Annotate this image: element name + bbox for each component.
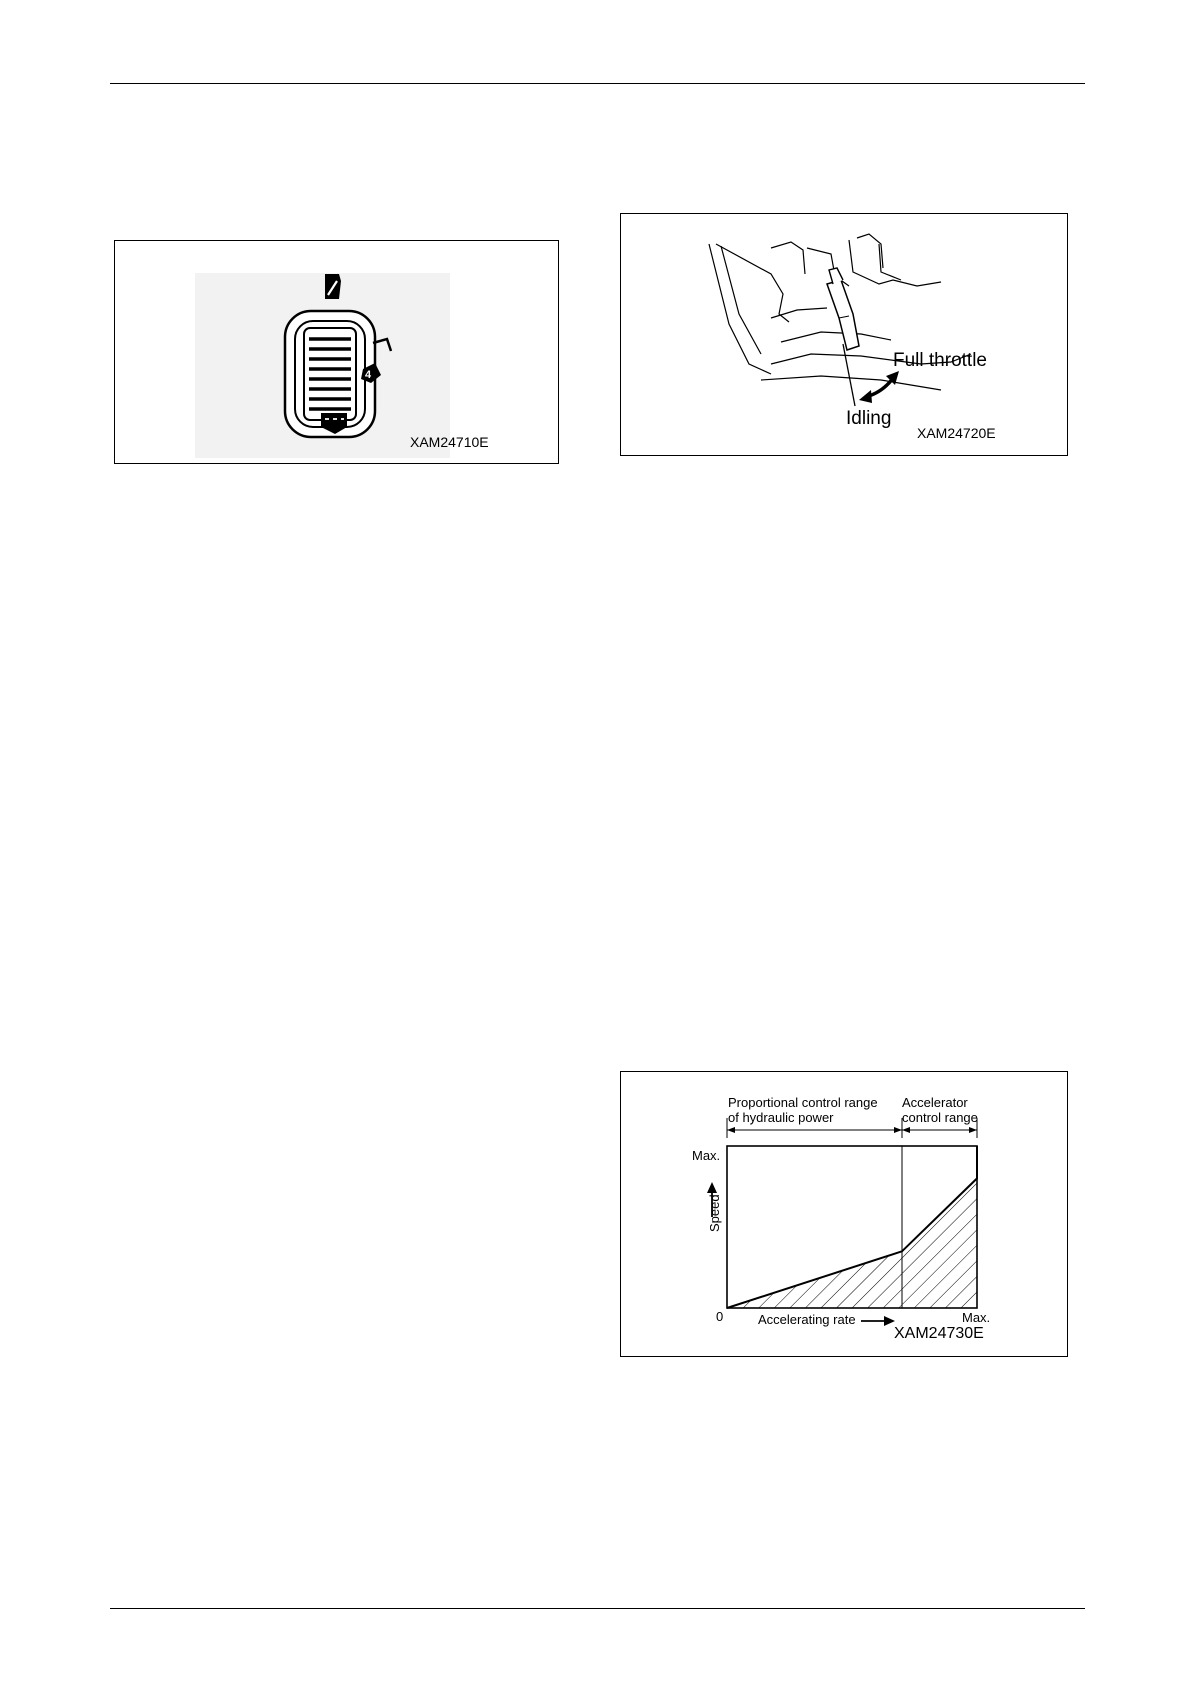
range-arrowhead-3	[902, 1127, 910, 1133]
y-max-tick-label: Max.	[692, 1148, 721, 1163]
hatched-area	[727, 1146, 977, 1308]
svg-text:4: 4	[365, 369, 372, 381]
figure-code: XAM24730E	[894, 1325, 984, 1342]
x-max-tick-label: Max.	[962, 1310, 991, 1325]
accelerator-range-label-1: Accelerator	[902, 1095, 968, 1110]
figure-code: XAM24710E	[410, 434, 489, 450]
full-throttle-label: Full throttle	[893, 350, 987, 371]
range-arrowhead-1	[727, 1127, 735, 1133]
x-axis-label: Accelerating rate	[758, 1312, 856, 1327]
throttle-lever	[827, 268, 859, 350]
footer-rule	[110, 1608, 1085, 1609]
x-zero-tick-label: 0	[716, 1309, 724, 1324]
y-axis-arrowhead	[707, 1182, 717, 1193]
throttle-illustration	[621, 214, 1068, 456]
switch-illustration	[115, 241, 559, 464]
proportional-range-label-2: of hydraulic power	[728, 1110, 834, 1125]
range-arrow-icon	[859, 371, 899, 403]
figure-code: XAM24720E	[917, 425, 996, 441]
y-axis-label: Speed	[707, 1194, 722, 1232]
idling-label: Idling	[846, 408, 892, 429]
range-arrowhead-2	[894, 1127, 902, 1133]
figure-throttle	[620, 213, 1068, 456]
range-arrowhead-4	[969, 1127, 977, 1133]
accelerator-range-label-2: control range	[902, 1110, 978, 1125]
figure-chart	[620, 1071, 1068, 1357]
proportional-range-label-1: Proportional control range	[728, 1095, 878, 1110]
figure-switch	[114, 240, 559, 464]
travel-icon	[325, 274, 341, 299]
idling-leader-line	[843, 344, 855, 406]
header-rule	[110, 83, 1085, 84]
